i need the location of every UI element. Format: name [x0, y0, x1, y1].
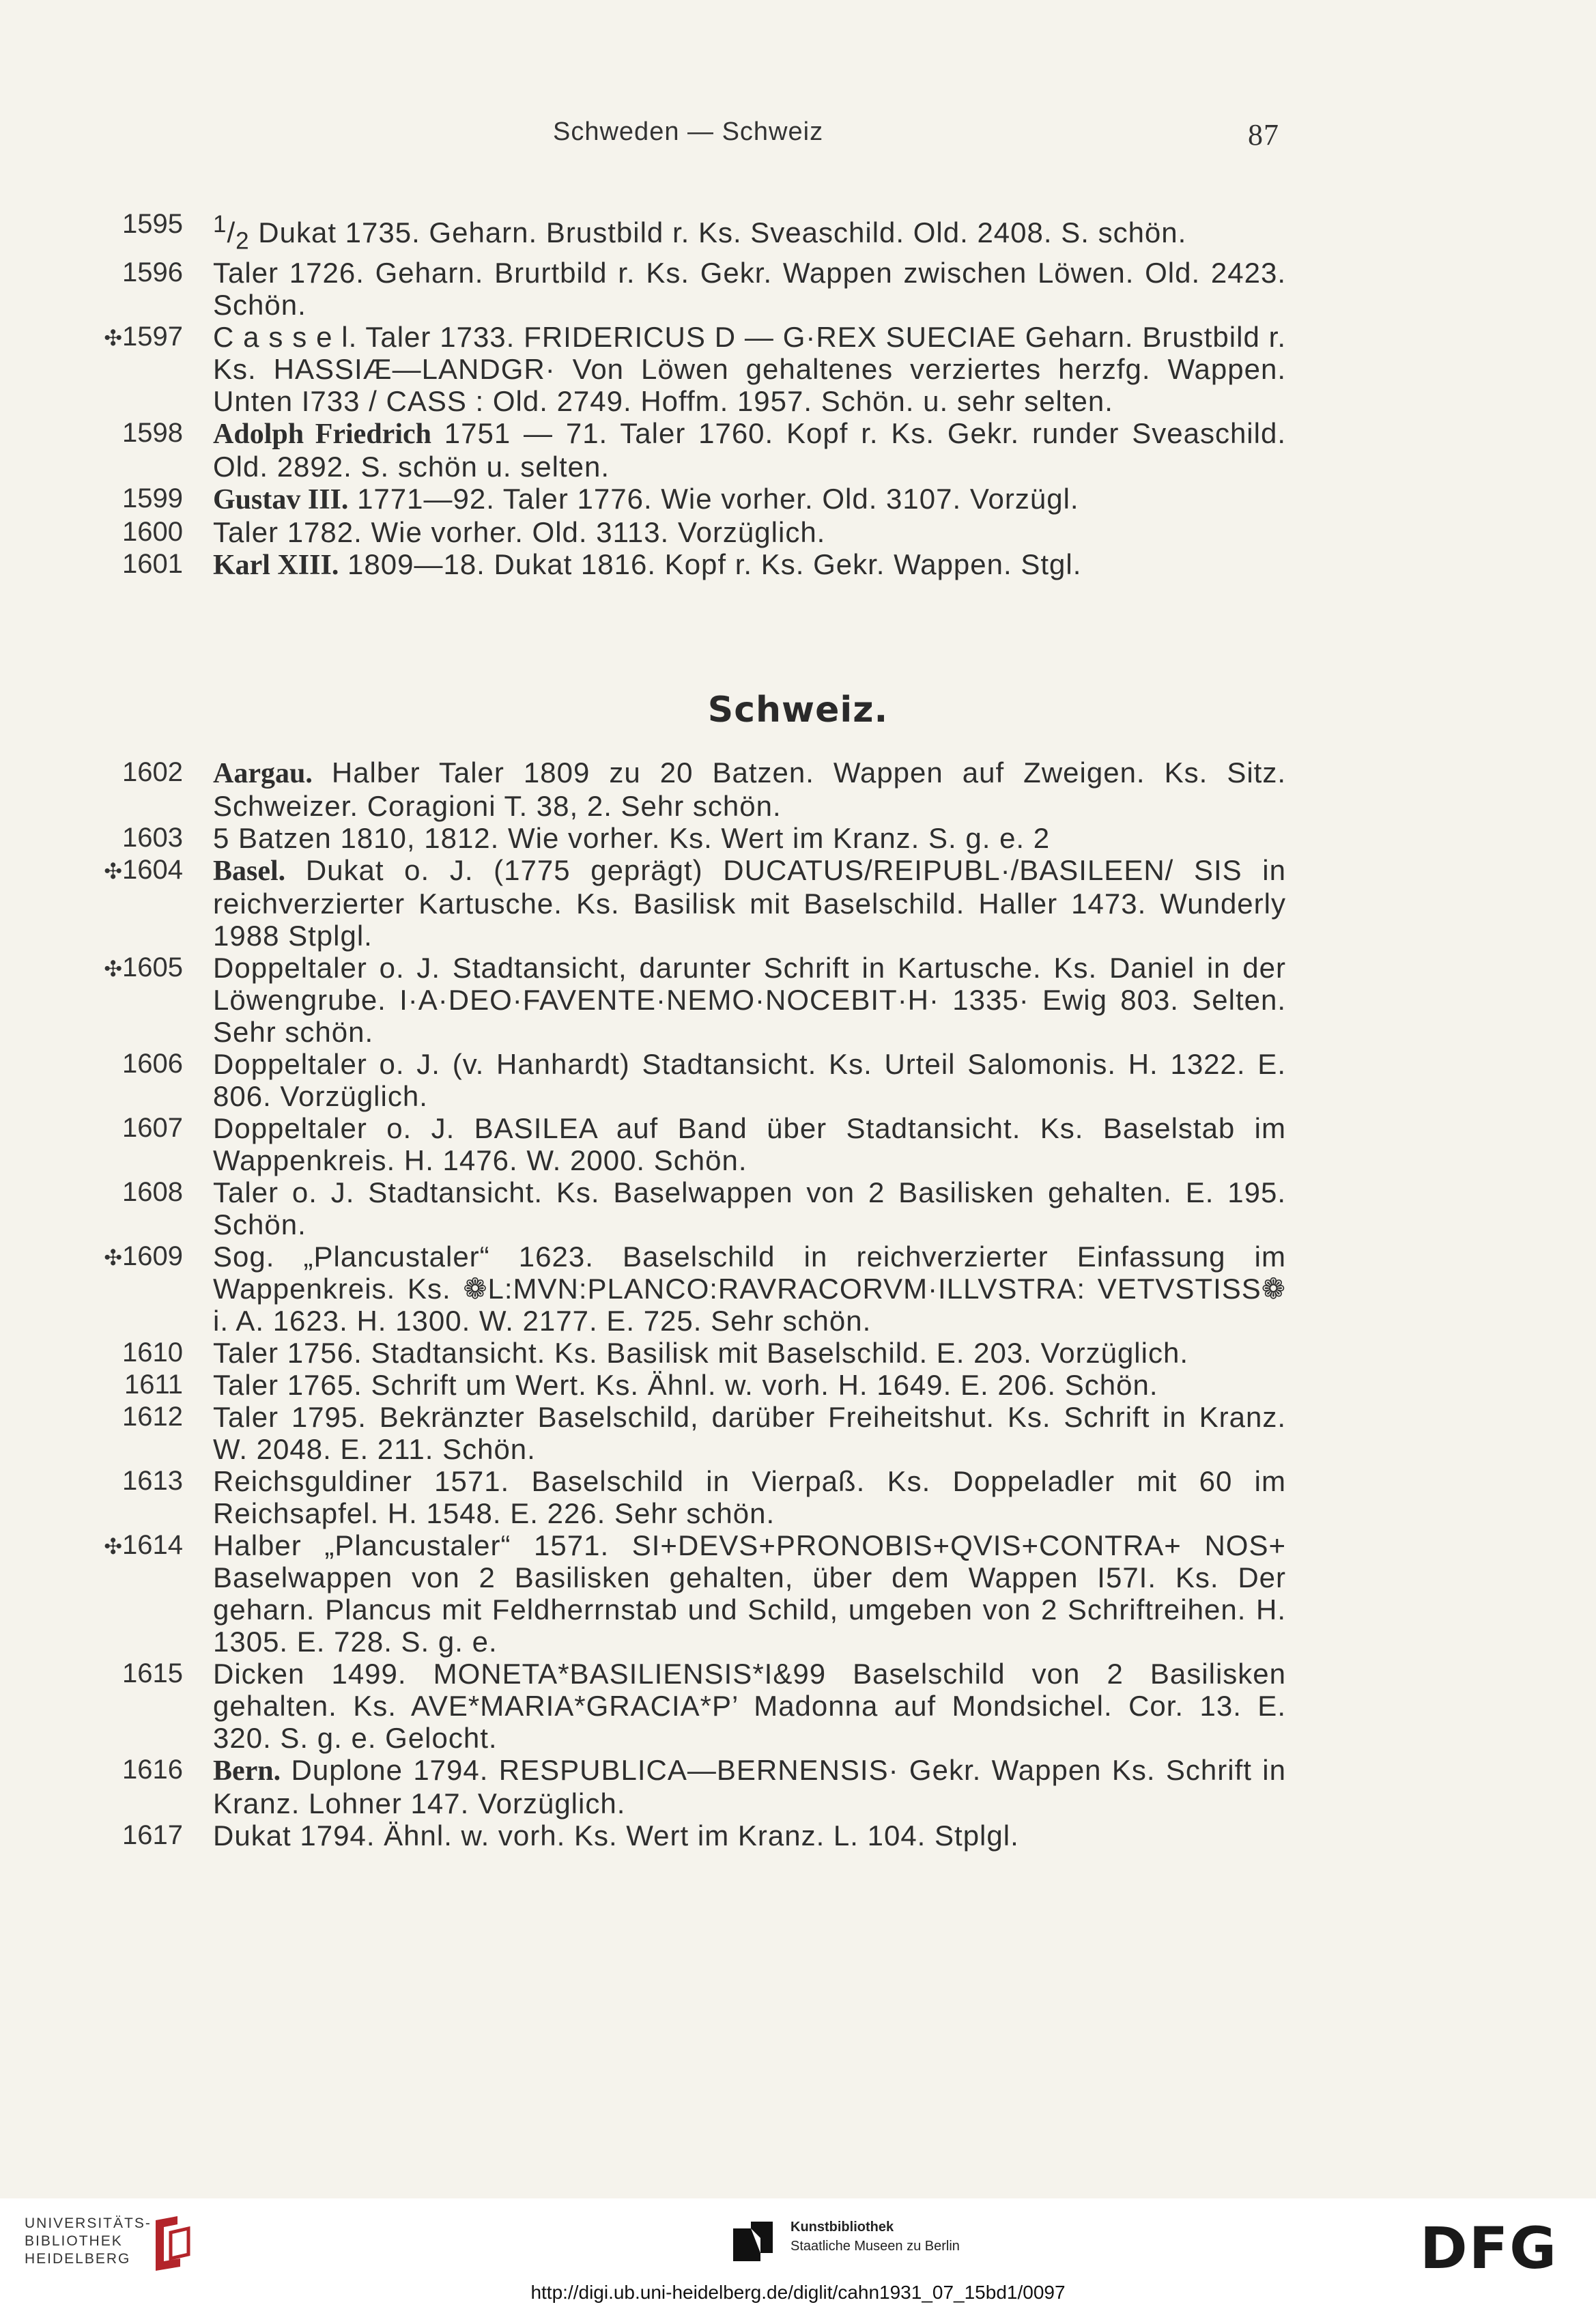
entry-number-value: 1610 — [122, 1337, 183, 1368]
entry-list-switzerland — [0, 756, 1596, 1852]
catalog-entry — [0, 756, 1596, 822]
entry-description: 5 Batzen 1810, 1812. Wie vorher. Ks. Wert im Kranz. S. g. e. 2 — [213, 822, 1051, 854]
entry-description: Taler 1795. Bekränzter Baselschild, darüber Freiheitshut. Ks. Schrift in Kranz. W. 2048. E. 211. Schön. — [213, 1401, 1286, 1465]
entry-number — [102, 483, 183, 515]
entry-description: Doppeltaler o. J. Stadtansicht, darunter Schrift in Kartusche. Ks. Daniel in der Löwengrube. I·A·DEO·FAVENTE·NEMO·NOCEBIT·H· 1335· Ewig 803. Selten. Sehr schön. — [213, 952, 1286, 1048]
entry-number — [102, 417, 183, 449]
entry-number-value: 1599 — [122, 483, 183, 514]
entry-description: Sog. „Plancustaler“ 1623. Baselschild in reichverzierter Einfassung im Wappenkreis. Ks. ❁L:MVN:PLANCO:RAVRACORVM·ILLVSTRA: VETVSTISS❁ i. A. 1623. H. 1300. W. 2177. E. 725. Sehr schön. — [213, 1241, 1286, 1337]
entry-description: Dukat 1794. Ähnl. w. vorh. Ks. Wert im Kranz. L. 104. Stplgl. — [213, 1819, 1019, 1852]
entry-number-value: 1614 — [122, 1530, 183, 1560]
catalog-entry — [0, 1241, 1596, 1337]
rarity-mark-icon: ✣ — [104, 1534, 123, 1559]
entry-description: Taler 1782. Wie vorher. Old. 3113. Vorzüglich. — [213, 516, 826, 549]
entry-number-value: 1608 — [122, 1177, 183, 1207]
catalog-entry — [0, 516, 1596, 548]
section-heading: Schweiz. — [707, 690, 889, 731]
entry-number — [102, 1176, 183, 1208]
entry-description: Dicken 1499. MONETA*BASILIENSIS*I&99 Baselschild von 2 Basilisken gehalten. Ks. AVE*MARIA*GRACIA*P’ Madonna auf Mondsichel. Cor. 13. E. 320. S. g. e. Gelocht. — [213, 1658, 1286, 1754]
entry-number-value: 1601 — [122, 549, 183, 580]
entry-description: Karl XIII. 1809—18. Dukat 1816. Kopf r. Ks. Gekr. Wappen. Stgl. — [213, 548, 1082, 582]
entry-number-value: 1600 — [122, 517, 183, 548]
catalog-entry — [0, 854, 1596, 952]
entry-number-value: 1598 — [122, 418, 183, 449]
footer-bar — [0, 2198, 1596, 2309]
catalog-entry — [0, 1337, 1596, 1369]
entry-number — [102, 516, 183, 548]
entry-description: Reichsguldiner 1571. Baselschild in Vierpaß. Ks. Doppeladler mit 60 im Reichsapfel. H. 1548. E. 226. Sehr schön. — [213, 1465, 1286, 1529]
entry-number-value: 1604 — [122, 855, 183, 885]
catalog-entry — [0, 952, 1596, 1048]
catalog-entry — [0, 321, 1596, 417]
entry-number-value: 1597 — [122, 322, 183, 352]
entry-number-value: 1606 — [122, 1049, 183, 1079]
entry-number-value: 1613 — [122, 1466, 183, 1496]
entry-number-value: 1616 — [122, 1755, 183, 1785]
rarity-mark-icon: ✣ — [104, 326, 123, 351]
entry-number-value: 1615 — [122, 1658, 183, 1688]
entry-number-value: 1609 — [122, 1241, 183, 1271]
entry-number-value: 1617 — [122, 1820, 183, 1850]
rarity-mark-icon: ✣ — [104, 859, 123, 883]
catalog-entry — [0, 1465, 1596, 1529]
entry-number — [102, 1241, 183, 1274]
entry-number — [102, 321, 183, 354]
catalog-entry — [0, 822, 1596, 854]
entry-number-value: 1595 — [122, 209, 183, 239]
catalog-entry — [0, 1176, 1596, 1241]
rarity-mark-icon: ✣ — [104, 1245, 123, 1270]
dfg-logo[interactable]: DFG — [1420, 2215, 1558, 2282]
entry-number-value: 1611 — [124, 1370, 183, 1400]
entry-description: $^1/_2$ Dukat 1735. Geharn. Brustbild r. Ks. Sveaschild. Old. 2408. S. schön. — [213, 211, 1187, 255]
entry-number-value: 1603 — [122, 823, 183, 853]
entry-description: Doppeltaler o. J. BASILEA auf Band über Stadtansicht. Ks. Baselstab im Wappenkreis. H. 1476. W. 2000. Schön. — [213, 1112, 1286, 1176]
entry-number — [102, 756, 183, 789]
entry-description: Taler 1765. Schrift um Wert. Ks. Ähnl. w. vorh. H. 1649. E. 206. Schön. — [213, 1369, 1158, 1401]
entry-number — [102, 1112, 183, 1144]
catalog-entry — [0, 417, 1596, 483]
page-number: 87 — [1248, 118, 1279, 152]
entry-description: Taler o. J. Stadtansicht. Ks. Baselwappen von 2 Basilisken gehalten. E. 195. Schön. — [213, 1176, 1286, 1241]
entry-number — [102, 1819, 183, 1852]
entry-number — [102, 1048, 183, 1080]
entry-number-value: 1612 — [122, 1402, 183, 1432]
entry-description: Aargau. Halber Taler 1809 zu 20 Batzen. Wappen auf Zweigen. Ks. Sitz. Schweizer. Coragioni T. 38, 2. Sehr schön. — [213, 756, 1286, 822]
catalog-entry — [0, 1658, 1596, 1754]
entry-number — [102, 1401, 183, 1433]
catalog-entry — [0, 208, 1596, 257]
entry-number — [102, 257, 183, 289]
entry-number — [102, 1337, 183, 1369]
entry-description: C a s s e l. Taler 1733. FRIDERICUS D — G·REX SUECIAE Geharn. Brustbild r. Ks. HASSIÆ—LANDGR· Von Löwen gehaltenes verziertes herzfg. Wappen. Unten I733 / CASS : Old. 2749. Hoffm. 1957. Schön. u. sehr selten. — [213, 321, 1286, 418]
kunstbibliothek-label — [790, 2218, 960, 2256]
entry-number-value: 1607 — [122, 1113, 183, 1143]
kb-title: Kunstbibliothek — [790, 2220, 894, 2235]
catalog-entry — [0, 1401, 1596, 1465]
catalog-entry — [0, 1529, 1596, 1658]
catalog-entry — [0, 1754, 1596, 1819]
entry-number — [102, 952, 183, 985]
kunstbibliothek-logo-icon[interactable] — [730, 2219, 775, 2264]
entry-number-value: 1596 — [122, 257, 183, 288]
catalog-entry — [0, 1112, 1596, 1176]
entry-description: Basel. Dukat o. J. (1775 geprägt) DUCATUS/REIPUBL·/BASILEEN/ SIS in reichverzierter Kartusche. Ks. Basilisk mit Baselschild. Haller 1473. Wunderly 1988 Stplgl. — [213, 854, 1286, 952]
kb-subtitle: Staatliche Museen zu Berlin — [790, 2239, 960, 2254]
uni-logo-line: HEIDELBERG — [25, 2251, 131, 2267]
catalog-entry — [0, 257, 1596, 321]
entry-description: Adolph Friedrich 1751 — 71. Taler 1760. Kopf r. Ks. Gekr. runder Sveaschild. Old. 2892. S. schön u. selten. — [213, 417, 1287, 483]
entry-number — [102, 1529, 183, 1563]
catalog-entry — [0, 1048, 1596, 1112]
entry-number — [102, 1465, 183, 1497]
university-emblem-icon — [150, 2213, 194, 2271]
entry-number — [102, 822, 183, 854]
running-head-title: Schweden — Schweiz — [553, 117, 824, 146]
uni-logo-line: UNIVERSITÄTS- — [25, 2215, 152, 2231]
entry-number — [102, 854, 183, 888]
entry-number — [102, 1658, 183, 1690]
page-url[interactable]: http://digi.ub.uni-heidelberg.de/diglit/cahn1931_07_15bd1/0097 — [530, 2282, 1066, 2303]
catalog-entry — [0, 483, 1596, 516]
entry-number — [102, 548, 183, 580]
entry-description: Taler 1756. Stadtansicht. Ks. Basilisk mit Baselschild. E. 203. Vorzüglich. — [213, 1337, 1188, 1369]
entry-description: Taler 1726. Geharn. Brurtbild r. Ks. Gekr. Wappen zwischen Löwen. Old. 2423. Schön. — [213, 257, 1286, 322]
entry-number-value: 1605 — [122, 952, 183, 982]
entry-description: Halber „Plancustaler“ 1571. SI+DEVS+PRONOBIS+QVIS+CONTRA+ NOS+ Baselwappen von 2 Basilisken gehalten, über dem Wappen I57I. Ks. Der geharn. Plancus mit Feldherrnstab und Schild, umgeben von 2 Schriftreihen. H. 1305. E. 728. S. g. e. — [213, 1529, 1286, 1658]
entry-number — [102, 1369, 183, 1401]
entry-description: Gustav III. 1771—92. Taler 1776. Wie vorher. Old. 3107. Vorzügl. — [213, 483, 1079, 516]
entry-description: Doppeltaler o. J. (v. Hanhardt) Stadtansicht. Ks. Urteil Salomonis. H. 1322. E. 806. Vorzüglich. — [213, 1048, 1286, 1112]
catalog-entry — [0, 548, 1596, 582]
uni-logo-line: BIBLIOTHEK — [25, 2233, 123, 2249]
rarity-mark-icon: ✣ — [104, 957, 123, 981]
entry-list-sweden — [0, 208, 1596, 582]
university-library-logo[interactable] — [25, 2215, 152, 2268]
entry-number — [102, 1754, 183, 1786]
entry-number — [102, 208, 183, 240]
entry-number-value: 1602 — [122, 757, 183, 787]
catalog-entry — [0, 1369, 1596, 1401]
catalog-entry — [0, 1819, 1596, 1852]
entry-description: Bern. Duplone 1794. RESPUBLICA—BERNENSIS· Gekr. Wappen Ks. Schrift in Kranz. Lohner 147. Vorzüglich. — [213, 1754, 1286, 1819]
